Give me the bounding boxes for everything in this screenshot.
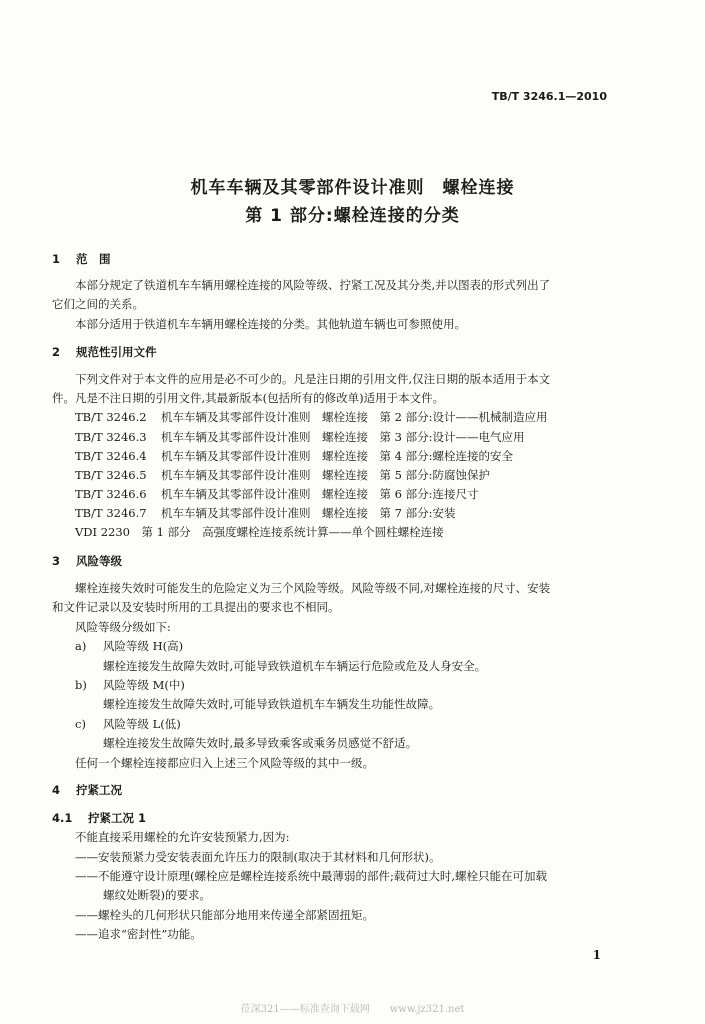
reference-title: 机车车辆及其零部件设计准则 螺栓连接 第 5 部分:防腐蚀保护 <box>161 468 490 482</box>
section-title: 风险等级 <box>76 554 122 568</box>
watermark-footer: 莅深321——标准查询下载网 www.jz321.net <box>240 1004 465 1015</box>
section-3-heading <box>52 553 122 569</box>
list-item-label <box>75 716 181 732</box>
reference-item-vdi: VDI 2230 第 1 部分 高强度螺栓连接系统计算——单个圆柱螺栓连接 <box>75 525 444 539</box>
section-title: 规范性引用文件 <box>76 345 157 359</box>
risk-level-label: 风险等级 L(低) <box>103 717 181 731</box>
list-item-description: 螺栓连接发生故障失效时,最多导致乘客或乘务员感觉不舒适。 <box>103 736 418 750</box>
subsection-4-1-heading <box>52 810 146 826</box>
list-marker: c) <box>75 717 86 731</box>
section-number: 1 <box>52 252 61 266</box>
section-4-heading <box>52 782 122 798</box>
paragraph-line: 它们之间的关系。 <box>52 297 144 311</box>
standard-code: TB/T 3246.1—2010 <box>491 90 607 103</box>
risk-level-label: 风险等级 M(中) <box>103 678 185 692</box>
subsection-title: 拧紧工况 1 <box>88 811 147 825</box>
dash-item: ——追求“密封性”功能。 <box>75 927 202 941</box>
reference-item <box>75 505 456 521</box>
section-1-heading <box>52 251 111 267</box>
reference-item <box>75 486 479 502</box>
paragraph-line: 螺栓连接失效时可能发生的危险定义为三个风险等级。风险等级不同,对螺栓连接的尺寸、安装 <box>75 581 551 595</box>
reference-code: TB/T 3246.3 <box>75 430 147 444</box>
paragraph-line: 本部分规定了铁道机车车辆用螺栓连接的风险等级、拧紧工况及其分类,并以图表的形式列出了 <box>75 278 551 292</box>
list-marker: b) <box>75 678 87 692</box>
section-number: 3 <box>52 554 61 568</box>
reference-code: TB/T 3246.6 <box>75 487 147 501</box>
reference-title: 机车车辆及其零部件设计准则 螺栓连接 第 2 部分:设计——机械制造应用 <box>161 410 548 424</box>
reference-item <box>75 467 490 483</box>
subsection-number: 4.1 <box>52 811 73 825</box>
list-item-label <box>75 638 183 654</box>
reference-title: 机车车辆及其零部件设计准则 螺栓连接 第 4 部分:螺栓连接的安全 <box>161 449 513 463</box>
paragraph-line: 和文件记录以及安装时所用的工具提出的要求也不相同。 <box>52 600 340 614</box>
dash-item: ——螺栓头的几何形状只能部分地用来传递全部紧固扭矩。 <box>75 908 374 922</box>
paragraph-line: 不能直接采用螺栓的允许安装预紧力,因为: <box>75 830 290 844</box>
reference-code: TB/T 3246.4 <box>75 449 147 463</box>
reference-item <box>75 429 525 445</box>
reference-code: TB/T 3246.7 <box>75 506 147 520</box>
reference-item <box>75 448 513 464</box>
section-title: 拧紧工况 <box>76 783 122 797</box>
paragraph-line: 下列文件对于本文件的应用是必不可少的。凡是注日期的引用文件,仅注日期的版本适用于本文 <box>75 372 551 386</box>
dash-item: ——不能遵守设计原理(螺栓应是螺栓连接系统中最薄弱的部件;载荷过大时,螺栓只能在可加载 <box>75 869 548 883</box>
risk-level-label: 风险等级 H(高) <box>103 639 184 653</box>
list-item-description: 螺栓连接发生故障失效时,可能导致铁道机车车辆发生功能性故障。 <box>103 697 441 711</box>
document-title-line-1: 机车车辆及其零部件设计准则 螺栓连接 <box>190 178 515 198</box>
reference-title: 机车车辆及其零部件设计准则 螺栓连接 第 3 部分:设计——电气应用 <box>161 430 525 444</box>
paragraph-line: 任何一个螺栓连接都应归入上述三个风险等级的其中一级。 <box>75 756 374 770</box>
list-item-description: 螺栓连接发生故障失效时,可能导致铁道机车车辆运行危险或危及人身安全。 <box>103 659 487 673</box>
section-2-heading <box>52 344 157 360</box>
dash-item: ——安装预紧力受安装表面允许压力的限制(取决于其材料和几何形状)。 <box>75 850 441 864</box>
reference-code: TB/T 3246.5 <box>75 468 147 482</box>
paragraph-line: 风险等级分级如下: <box>75 620 171 634</box>
reference-item <box>75 409 548 425</box>
reference-title: 机车车辆及其零部件设计准则 螺栓连接 第 6 部分:连接尺寸 <box>161 487 479 501</box>
list-marker: a) <box>75 639 87 653</box>
paragraph-line: 件。凡是不注日期的引用文件,其最新版本(包括所有的修改单)适用于本文件。 <box>52 391 445 405</box>
section-number: 4 <box>52 783 61 797</box>
section-title: 范 围 <box>76 252 111 266</box>
dash-item-continuation: 螺纹处断裂)的要求。 <box>103 888 211 902</box>
document-title-line-2: 第 1 部分:螺栓连接的分类 <box>245 206 460 226</box>
page-number: 1 <box>592 948 601 962</box>
reference-title: 机车车辆及其零部件设计准则 螺栓连接 第 7 部分:安装 <box>161 506 456 520</box>
paragraph-line: 本部分适用于铁道机车车辆用螺栓连接的分类。其他轨道车辆也可参照使用。 <box>75 317 466 331</box>
reference-code: TB/T 3246.2 <box>75 410 147 424</box>
list-item-label <box>75 677 185 693</box>
section-number: 2 <box>52 345 61 359</box>
